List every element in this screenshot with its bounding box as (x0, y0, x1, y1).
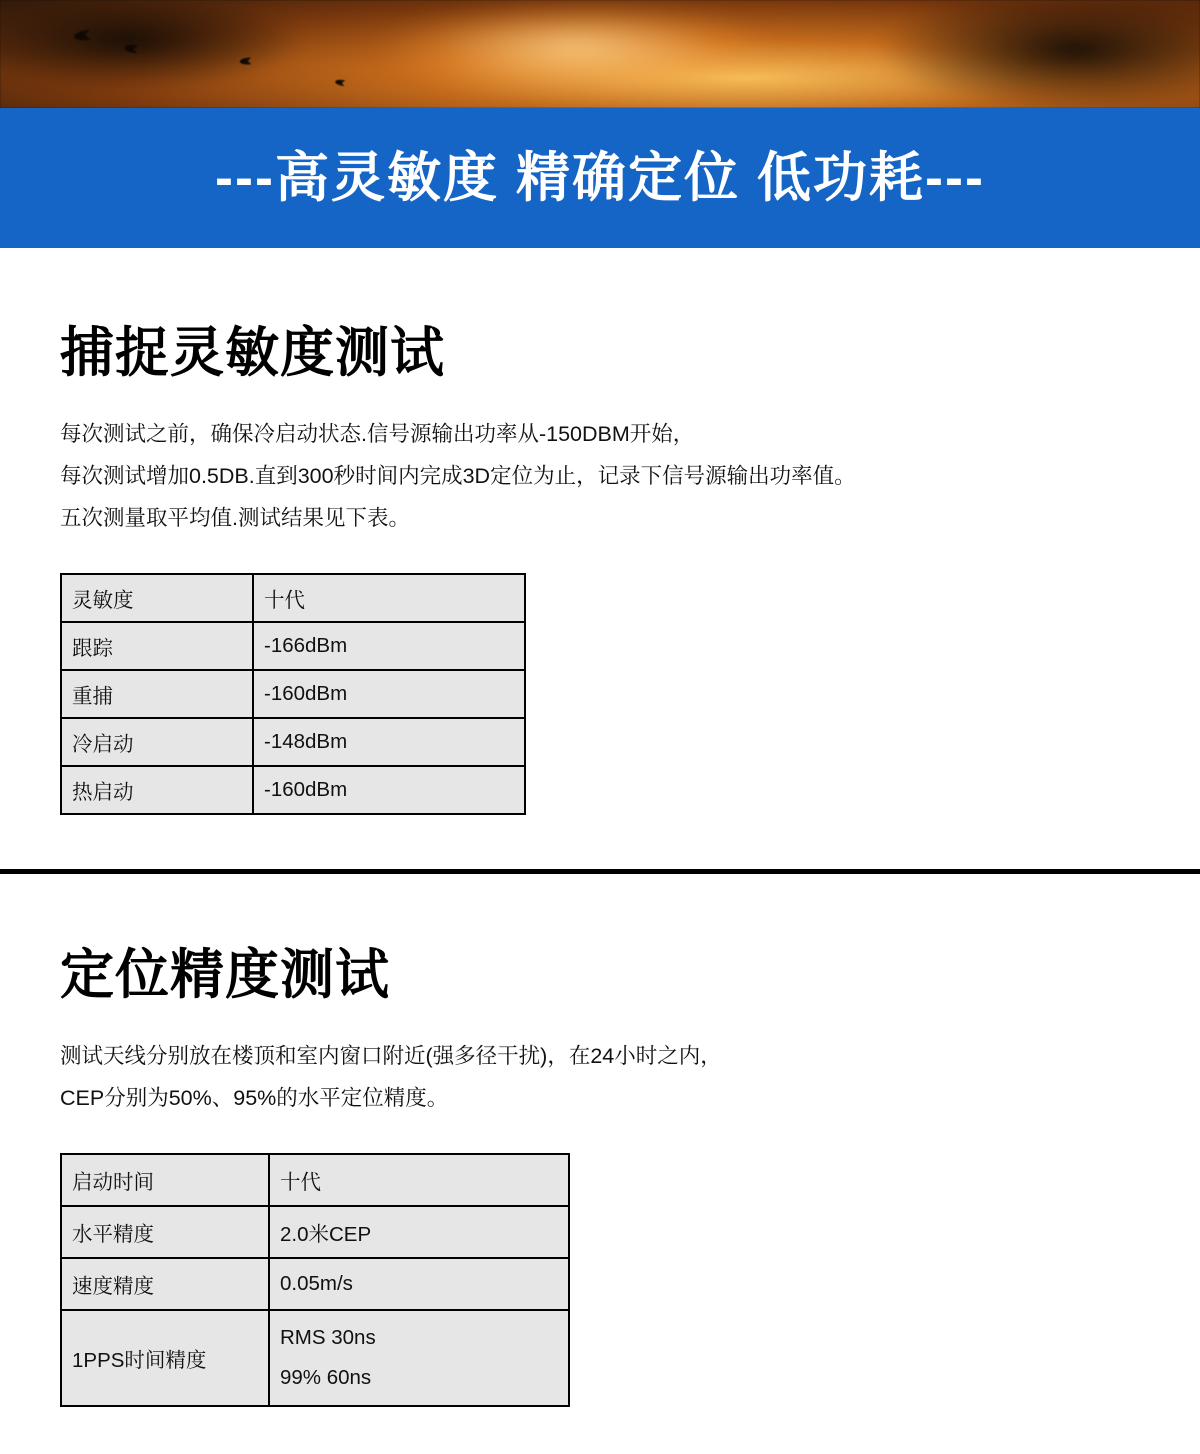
table-header-cell: 十代 (253, 574, 525, 622)
section-accuracy (0, 874, 1200, 1407)
table-cell-value (269, 1310, 569, 1406)
table-header-cell: 启动时间 (61, 1154, 269, 1206)
table-cell-value: -160dBm (253, 670, 525, 718)
hero-photo-band (0, 0, 1200, 108)
table-cell-label: 速度精度 (61, 1258, 269, 1310)
table-row (61, 622, 525, 670)
table-cell-value: -166dBm (253, 622, 525, 670)
table-cell-label: 热启动 (61, 766, 253, 814)
sensitivity-description-line-2: 每次测试增加0.5DB.直到300秒时间内完成3D定位为止，记录下信号源输出功率值。 (60, 464, 856, 488)
sensitivity-description (60, 413, 1140, 539)
table-row (61, 1154, 569, 1206)
section-sensitivity (0, 248, 1200, 815)
table-cell-value-line-1: RMS 30ns (280, 1326, 376, 1349)
table-row (61, 1206, 569, 1258)
slogan-banner (0, 108, 1200, 248)
sensitivity-description-line-1: 每次测试之前，确保冷启动状态.信号源输出功率从-150DBM开始， (60, 422, 695, 446)
table-header-cell: 十代 (269, 1154, 569, 1206)
accuracy-description-line-2: CEP分别为50%、95%的水平定位精度。 (60, 1086, 449, 1110)
table-row (61, 670, 525, 718)
table-cell-value: -160dBm (253, 766, 525, 814)
sensitivity-spec-table (60, 573, 526, 815)
table-cell-label: 水平精度 (61, 1206, 269, 1258)
table-cell-label: 1PPS时间精度 (61, 1310, 269, 1406)
table-cell-value: 2.0米CEP (269, 1206, 569, 1258)
table-cell-label: 重捕 (61, 670, 253, 718)
sun-glow (316, 0, 836, 108)
dune-shadow-left (0, 4, 380, 94)
sensitivity-description-line-3: 五次测量取平均值.测试结果见下表。 (60, 506, 410, 530)
table-row (61, 718, 525, 766)
table-row (61, 1258, 569, 1310)
table-row (61, 766, 525, 814)
table-cell-value: 0.05m/s (269, 1258, 569, 1310)
table-cell-label: 跟踪 (61, 622, 253, 670)
table-header-cell: 灵敏度 (61, 574, 253, 622)
dune-shadow-right (800, 0, 1200, 108)
table-cell-value-line-2: 99% 60ns (280, 1366, 372, 1389)
slogan-text: ---高灵敏度 精确定位 低功耗--- (215, 148, 985, 208)
section-title-sensitivity: 捕捉灵敏度测试 (60, 323, 445, 383)
accuracy-spec-table (60, 1153, 570, 1407)
table-row (61, 1310, 569, 1406)
table-row (61, 574, 525, 622)
table-cell-label: 冷启动 (61, 718, 253, 766)
accuracy-description (60, 1035, 1140, 1119)
table-cell-value: -148dBm (253, 718, 525, 766)
section-title-accuracy: 定位精度测试 (60, 945, 390, 1005)
accuracy-description-line-1: 测试天线分别放在楼顶和室内窗口附近(强多径干扰)，在24小时之内， (60, 1044, 722, 1068)
